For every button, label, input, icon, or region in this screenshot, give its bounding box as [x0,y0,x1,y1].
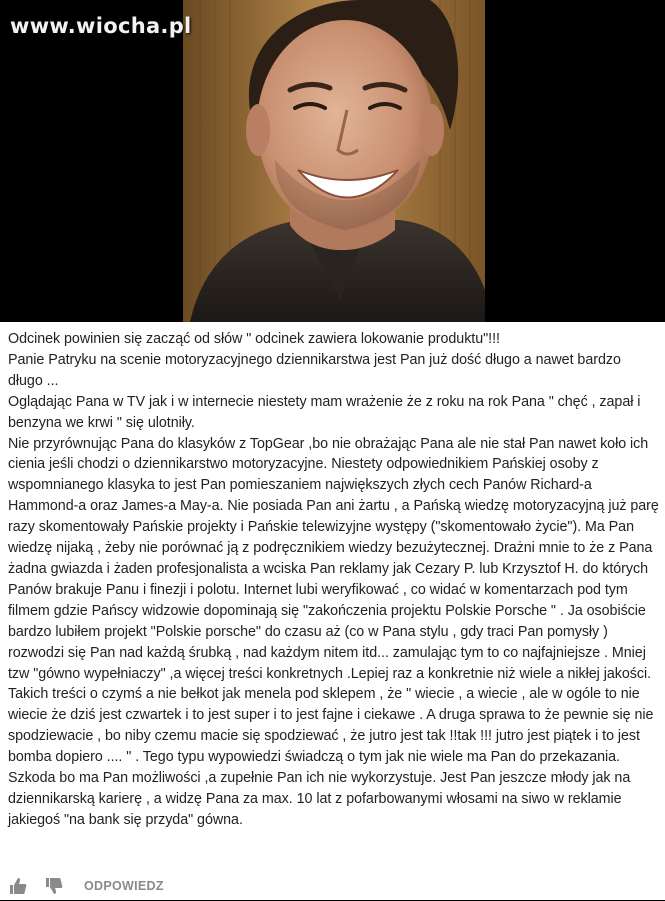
portrait-photo [0,0,665,322]
comment-paragraph: Nie przyrównując Pana do klasyków z TopGear ,bo nie obrażając Pana ale nie stał Pan nawet koło ich cienia jeśli chodzi o dziennikarstwo motoryzacyjne. Niestety odpowiednikiem Pańskiej osoby z wspomnianego klasyka to jest Pan pomieszaniem największych złych cech Panów Richard-a Hammond-a oraz James-a May-a. Nie posiada Pan ani żartu , a Pańską wiedzę motoryzacyjną już parę razy skomentowały Pańskie projekty i Pańskie telewizyjne występy ("skomentowało życie"). Ma Pan wiedzę nijaką , żeby nie porównać ją z podręcznikiem wiedzy bezużytecznej. Drażni mnie to że z Pana żadna gwiazda i żaden profesjonalista a wciska Pan reklamy jak Cezary P. lub Krzysztof H. do których Panów brakuje Panu i finezji i polotu. Internet lubi weryfikować , co widać w komentarzach pod tym filmem gdzie Pańscy widzowie dopominają się "zakończenia projektu Polskie Porsche " . Ja osobiście bardzo lubiłem projekt "Polskie porsche" do czasu aż (co w Pana stylu , gdy traci Pan pomysły ) rozwodzi się Pan nad każdą śrubką , nad każdym nitem itd... zamulając tym to co najfajniejsze . Mniej tzw "gówno wypełniaczy" ,a więcej treści konkretnych .Lepiej raz a konkretnie niż wiele a nikłej jakości. Takich treści o czymś a nie bełkot jak menela pod sklepem , że " wiecie , a wiecie , ale w ogóle to nie wiecie że dziś jest czwartek i to jest super i to jest fajne i ciekawe . A druga sprawa to że pewnie się nie spodziewacie , bo niby czemu macie się spodziewać , że jutro jest tak !!tak !!! jutro jest piątek i to jest bomba dopiero .... " . Tego typu wypowiedzi świadczą o tym jak nie wiele ma Pan do przekazania. Szkoda bo ma Pan możliwości ,a zupełnie Pan ich nie wykorzystuje. Jest Pan jeszcze młody jak na dziennikarską karierę , a widzę Pana za max. 10 lat z pofarbowanymi włosami na siwo w reklamie jakiegoś "na bank się przyda" gówna. [8,435,659,828]
watermark-logo: www.wiocha.pl [10,14,192,38]
thumbs-down-icon[interactable] [44,876,64,896]
comment-card [0,322,665,900]
photo [0,0,665,322]
reply-button[interactable]: ODPOWIEDZ [84,879,164,893]
comment-text [8,329,659,831]
comment-actions [8,875,164,897]
comment-paragraph: Panie Patryku na scenie motoryzacyjnego dziennikarstwa jest Pan już dość długo a nawet bardzo długo ... [8,351,621,389]
thumbs-up-icon[interactable] [8,876,28,896]
comment-paragraph: Oglądając Pana w TV jak i w internecie niestety mam wrażenie że z roku na rok Pana " chęć , zapał i benzyna we krwi " się ulotniły. [8,393,641,431]
comment-paragraph: Odcinek powinien się zacząć od słów " odcinek zawiera lokowanie produktu"!!! [8,331,500,347]
